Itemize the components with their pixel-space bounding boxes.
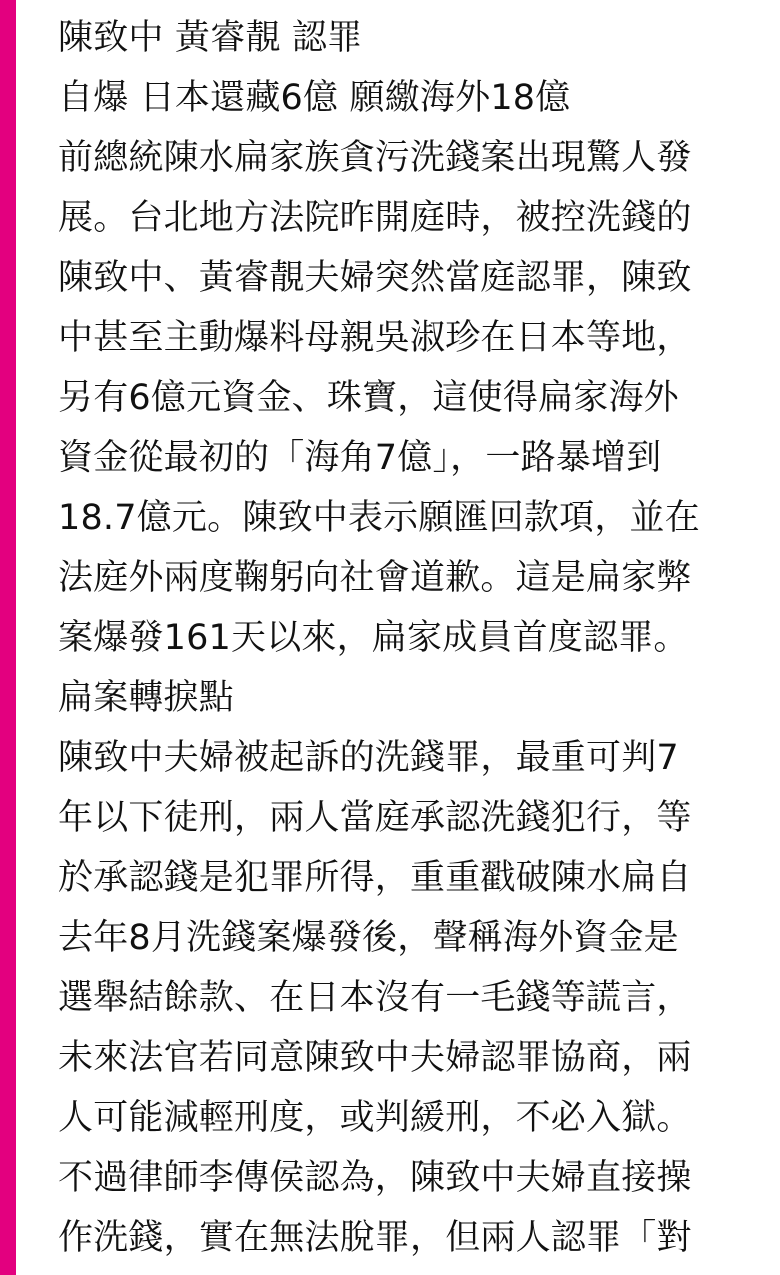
paragraph-line: 18.7億元。陳致中表示願匯回款項，並在 bbox=[58, 498, 700, 538]
paragraph-line: 法庭外兩度鞠躬向社會道歉。這是扁家弊 bbox=[58, 558, 692, 598]
article-body bbox=[58, 8, 764, 1268]
paragraph-line: 選舉結餘款、在日本沒有一毛錢等謊言， bbox=[58, 978, 692, 1018]
paragraph-line: 中甚至主動爆料母親吳淑珍在日本等地， bbox=[58, 318, 692, 358]
article-title: 陳致中 黃睿靚 認罪 bbox=[58, 18, 363, 58]
paragraph-line: 資金從最初的「海角7億」，一路暴增到 bbox=[58, 438, 662, 478]
paragraph-line: 展。台北地方法院昨開庭時，被控洗錢的 bbox=[58, 198, 692, 238]
paragraph-line: 人可能減輕刑度，或判緩刑，不必入獄。 bbox=[58, 1098, 692, 1138]
paragraph-line: 於承認錢是犯罪所得，重重戳破陳水扁自 bbox=[58, 858, 692, 898]
paragraph-line: 未來法官若同意陳致中夫婦認罪協商，兩 bbox=[58, 1038, 692, 1078]
paragraph-line: 去年8月洗錢案爆發後，聲稱海外資金是 bbox=[58, 918, 679, 958]
paragraph-line: 陳致中、黃睿靚夫婦突然當庭認罪，陳致 bbox=[58, 258, 692, 298]
paragraph-line: 案爆發161天以來，扁家成員首度認罪。 bbox=[58, 618, 689, 658]
article-subtitle: 自爆 日本還藏6億 願繳海外18億 bbox=[58, 78, 571, 118]
paragraph-line: 作洗錢，實在無法脫罪，但兩人認罪「對 bbox=[58, 1218, 692, 1258]
paragraph-line: 不過律師李傳侯認為，陳致中夫婦直接操 bbox=[58, 1158, 692, 1198]
section-heading: 扁案轉捩點 bbox=[58, 678, 235, 718]
paragraph-line: 陳致中夫婦被起訴的洗錢罪，最重可判7 bbox=[58, 738, 679, 778]
left-accent-bar bbox=[0, 0, 16, 1275]
paragraph-line: 前總統陳水扁家族貪污洗錢案出現驚人發 bbox=[58, 138, 692, 178]
paragraph-line: 年以下徒刑，兩人當庭承認洗錢犯行，等 bbox=[58, 798, 692, 838]
paragraph-line: 另有6億元資金、珠寶，這使得扁家海外 bbox=[58, 378, 679, 418]
